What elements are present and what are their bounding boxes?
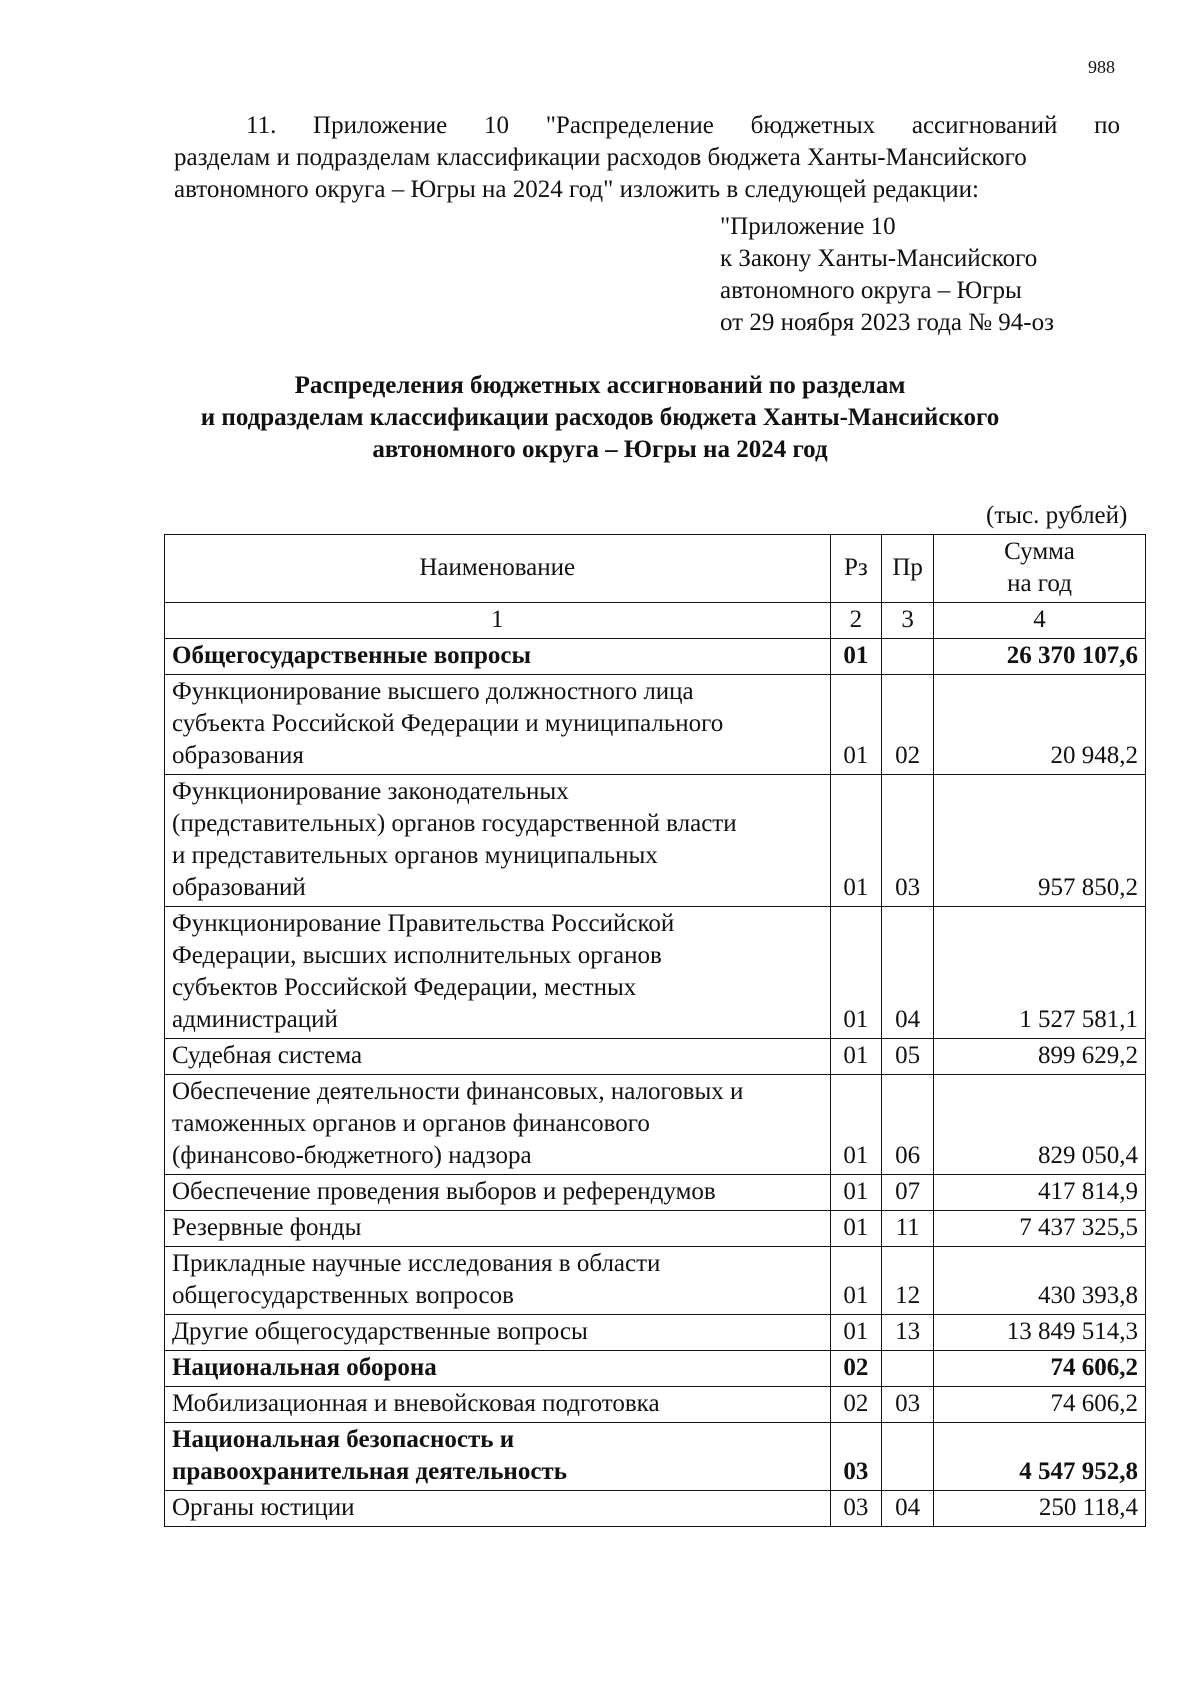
appendix-line: автономного округа – Югры [720,277,1022,304]
table-row [165,675,1146,775]
page-number: 988 [1088,57,1115,77]
document-title [150,370,1050,466]
table-row [165,1247,1146,1315]
row-name-line: правоохранительная деятельность [172,1458,567,1485]
row-name-cell [165,1211,831,1247]
row-name-line: Функционирование Правительства Российской [172,910,675,937]
row-name-line: Национальная безопасность и [172,1426,515,1453]
row-pr-cell: 07 [882,1175,934,1211]
row-name-cell [165,1315,831,1351]
row-name-cell [165,1247,831,1315]
row-name-cell [165,907,831,1039]
row-name-line: образований [172,874,306,901]
row-name-line: Прикладные научные исследования в области [172,1250,661,1277]
table-row [165,1387,1146,1423]
row-name-cell [165,639,831,675]
row-sum-cell: 4 547 952,8 [934,1423,1146,1491]
appendix-line: к Закону Ханты-Мансийского [720,245,1038,272]
row-rz-cell: 01 [830,675,882,775]
row-sum-cell: 1 527 581,1 [934,907,1146,1039]
row-sum-cell: 74 606,2 [934,1387,1146,1423]
row-sum-cell: 417 814,9 [934,1175,1146,1211]
row-pr-cell: 02 [882,675,934,775]
appendix-line: "Приложение 10 [720,213,896,240]
row-name-line: образования [172,742,304,769]
intro-paragraph [174,110,1120,206]
row-name-cell [165,1491,831,1527]
row-rz-cell: 01 [830,1039,882,1075]
row-name-line: общегосударственных вопросов [172,1282,514,1309]
header-pr: Пр [882,535,934,603]
row-pr-cell: 04 [882,907,934,1039]
row-rz-cell: 01 [830,1075,882,1175]
row-sum-cell: 829 050,4 [934,1075,1146,1175]
table-row [165,1423,1146,1491]
column-number: 4 [934,603,1146,639]
row-name-line: Общегосударственные вопросы [172,642,532,669]
row-pr-cell [882,639,934,675]
table-row [165,1211,1146,1247]
intro-line: 11. Приложение 10 "Распределение бюджетных ассигнований по [246,112,1120,139]
row-name-cell [165,675,831,775]
table-row [165,1491,1146,1527]
row-pr-cell: 06 [882,1075,934,1175]
row-pr-cell: 11 [882,1211,934,1247]
table-row [165,639,1146,675]
row-rz-cell: 02 [830,1387,882,1423]
row-sum-cell: 250 118,4 [934,1491,1146,1527]
row-pr-cell: 13 [882,1315,934,1351]
row-pr-cell: 12 [882,1247,934,1315]
row-name-line: Функционирование высшего должностного лица [172,678,694,705]
row-pr-cell: 04 [882,1491,934,1527]
row-name-line: таможенных органов и органов финансового [172,1110,650,1137]
row-sum-cell: 957 850,2 [934,775,1146,907]
row-rz-cell: 01 [830,1315,882,1351]
row-pr-cell [882,1423,934,1491]
row-sum-cell: 7 437 325,5 [934,1211,1146,1247]
row-name-cell [165,1387,831,1423]
row-sum-cell: 26 370 107,6 [934,639,1146,675]
row-rz-cell: 01 [830,1247,882,1315]
row-name-cell [165,1075,831,1175]
row-name-line: (финансово-бюджетного) надзора [172,1142,532,1169]
header-sum-line: Сумма [1004,538,1075,565]
row-pr-cell: 03 [882,775,934,907]
column-number-row [165,603,1146,639]
row-name-cell [165,1039,831,1075]
row-sum-cell: 430 393,8 [934,1247,1146,1315]
row-rz-cell: 03 [830,1423,882,1491]
row-name-line: Органы юстиции [172,1494,355,1521]
row-rz-cell: 01 [830,639,882,675]
table-row [165,1075,1146,1175]
row-name-line: Резервные фонды [172,1214,362,1241]
row-name-cell [165,775,831,907]
row-name-line: Федерации, высших исполнительных органов [172,942,662,969]
row-pr-cell [882,1351,934,1387]
row-name-line: Национальная оборона [172,1354,437,1381]
row-sum-cell: 20 948,2 [934,675,1146,775]
row-rz-cell: 01 [830,1211,882,1247]
table-row [165,1175,1146,1211]
appendix-line: от 29 ноября 2023 года № 94-оз [720,309,1054,336]
budget-table [164,534,1146,1527]
title-line: и подразделам классификации расходов бюджета Ханты-Мансийского [200,404,1000,431]
row-rz-cell: 02 [830,1351,882,1387]
row-name-line: Функционирование законодательных [172,778,569,805]
row-name-line: и представительных органов муниципальных [172,842,658,869]
row-sum-cell: 13 849 514,3 [934,1315,1146,1351]
table-row [165,907,1146,1039]
header-name: Наименование [165,535,831,603]
row-name-line: администраций [172,1006,338,1033]
row-pr-cell: 05 [882,1039,934,1075]
table-row [165,775,1146,907]
row-rz-cell: 01 [830,1175,882,1211]
row-name-line: субъектов Российской Федерации, местных [172,974,637,1001]
title-line: автономного округа – Югры на 2024 год [372,436,828,463]
title-line: Распределения бюджетных ассигнований по разделам [294,372,906,399]
row-name-line: (представительных) органов государственной власти [172,810,737,837]
row-sum-cell: 74 606,2 [934,1351,1146,1387]
intro-line: разделам и подразделам классификации расходов бюджета Ханты-Мансийского [174,144,1027,171]
column-number: 3 [882,603,934,639]
table-row [165,1351,1146,1387]
row-name-cell [165,1351,831,1387]
column-number: 1 [165,603,831,639]
row-name-line: Обеспечение проведения выборов и референдумов [172,1178,716,1205]
column-number: 2 [830,603,882,639]
header-sum [934,535,1146,603]
row-rz-cell: 01 [830,907,882,1039]
intro-line: автономного округа – Югры на 2024 год" изложить в следующей редакции: [174,176,979,203]
row-name-line: Другие общегосударственные вопросы [172,1318,588,1345]
units-label: (тыс. рублей) [986,502,1128,529]
appendix-reference [720,211,1054,339]
table-row [165,1315,1146,1351]
row-rz-cell: 03 [830,1491,882,1527]
row-pr-cell: 03 [882,1387,934,1423]
header-sum-line: на год [1007,570,1072,597]
row-name-line: Обеспечение деятельности финансовых, налоговых и [172,1078,744,1105]
table-row [165,1039,1146,1075]
table-header-row [165,535,1146,603]
row-name-cell [165,1175,831,1211]
row-name-cell [165,1423,831,1491]
header-rz: Рз [830,535,882,603]
row-name-line: Судебная система [172,1042,363,1069]
row-name-line: субъекта Российской Федерации и муниципального [172,710,724,737]
row-sum-cell: 899 629,2 [934,1039,1146,1075]
row-rz-cell: 01 [830,775,882,907]
row-name-line: Мобилизационная и вневойсковая подготовка [172,1390,660,1417]
